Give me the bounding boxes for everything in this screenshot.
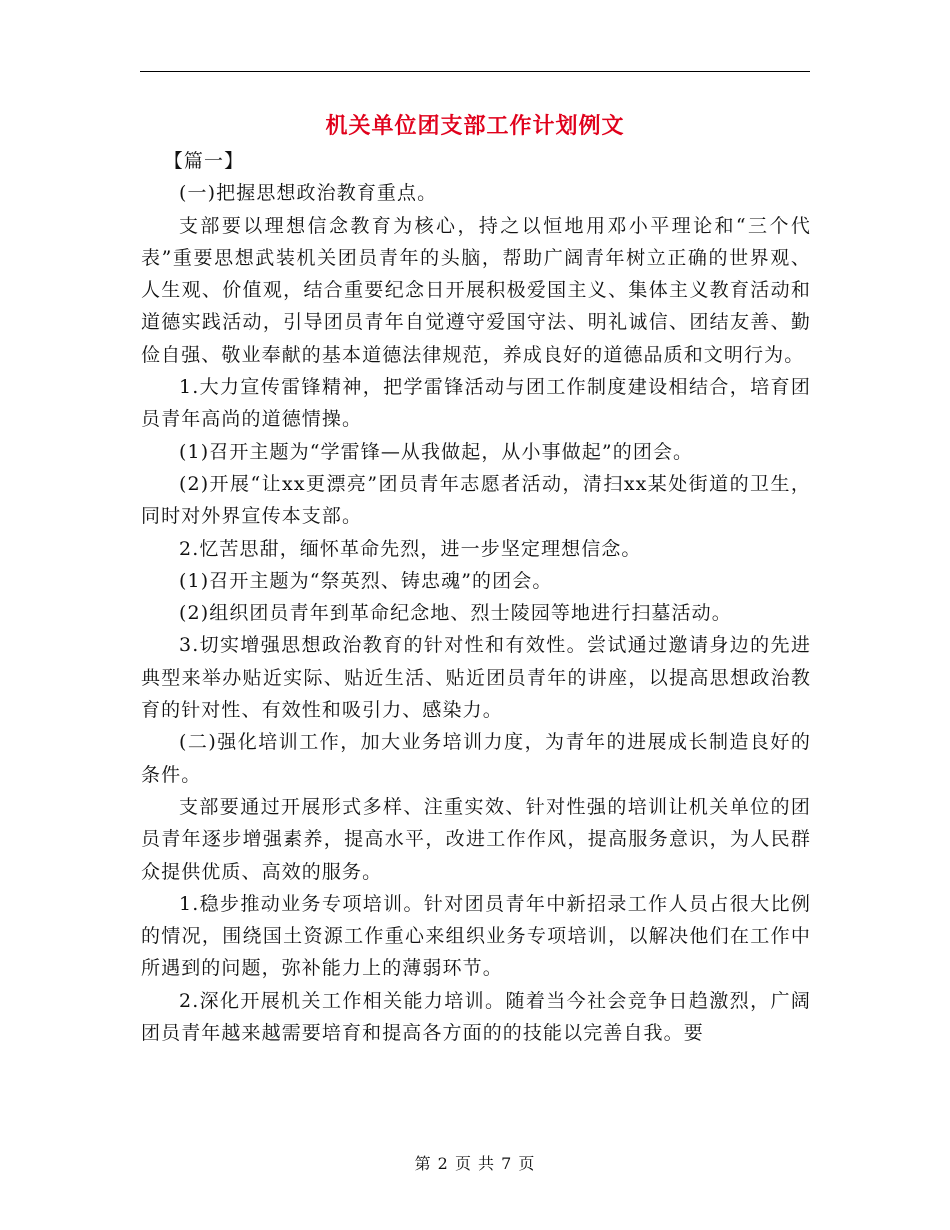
paragraph: (2)组织团员青年到革命纪念地、烈士陵园等地进行扫墓活动。 bbox=[179, 602, 732, 625]
header-rule bbox=[140, 71, 810, 72]
section-heading: 【篇一】 bbox=[163, 150, 245, 172]
document-body bbox=[141, 145, 811, 1049]
paragraph: (1)召开主题为“祭英烈、铸忠魂”的团会。 bbox=[179, 569, 553, 592]
paragraph: 3.切实增强思想政治教育的针对性和有效性。尝试通过邀请身边的先进典型来举办贴近实际、贴近生活、贴近团员青年的讲座，以提高思想政治教育的针对性、有效性和吸引力、感染力。 bbox=[141, 634, 811, 722]
paragraph: 2.忆苦思甜，缅怀革命先烈，进一步坚定理想信念。 bbox=[179, 537, 642, 560]
paragraph: (二)强化培训工作，加大业务培训力度，为青年的进展成长制造良好的条件。 bbox=[141, 731, 811, 786]
document-title: 机关单位团支部工作计划例文 bbox=[325, 113, 625, 139]
paragraph: (2)开展“让xx更漂亮”团员青年志愿者活动，清扫xx某处街道的卫生，同时对外界宣传本支部。 bbox=[141, 472, 811, 528]
paragraph: (1)召开主题为“学雷锋—从我做起，从小事做起”的团会。 bbox=[179, 440, 694, 463]
paragraph: 1.大力宣传雷锋精神，把学雷锋活动与团工作制度建设相结合，培育团员青年高尚的道德情操。 bbox=[141, 376, 811, 431]
paragraph: 支部要以理想信念教育为核心，持之以恒地用邓小平理论和“三个代表”重要思想武装机关团员青年的头脑，帮助广阔青年树立正确的世界观、人生观、价值观，结合重要纪念日开展积极爱国主义、集体主义教育活动和道德实践活动，引导团员青年自觉遵守爱国守法、明礼诚信、团结友善、勤俭自强、敬业奉献的基本道德法律规范，养成良好的道德品质和文明行为。 bbox=[141, 214, 811, 366]
page-number-footer: 第 2 页 共 7 页 bbox=[414, 1154, 536, 1173]
paragraph: 1.稳步推动业务专项培训。针对团员青年中新招录工作人员占很大比例的情况，围绕国土资源工作重心来组织业务专项培训，以解决他们在工作中所遇到的问题，弥补能力上的薄弱环节。 bbox=[141, 892, 811, 980]
paragraph: 支部要通过开展形式多样、注重实效、针对性强的培训让机关单位的团员青年逐步增强素养，提高水平，改进工作作风，提高服务意识，为人民群众提供优质、高效的服务。 bbox=[141, 795, 811, 883]
paragraph: 2.深化开展机关工作相关能力培训。随着当今社会竞争日趋激烈，广阔团员青年越来越需要培育和提高各方面的的技能以完善自我。要 bbox=[141, 989, 811, 1045]
paragraph: (一)把握思想政治教育重点。 bbox=[179, 182, 438, 205]
